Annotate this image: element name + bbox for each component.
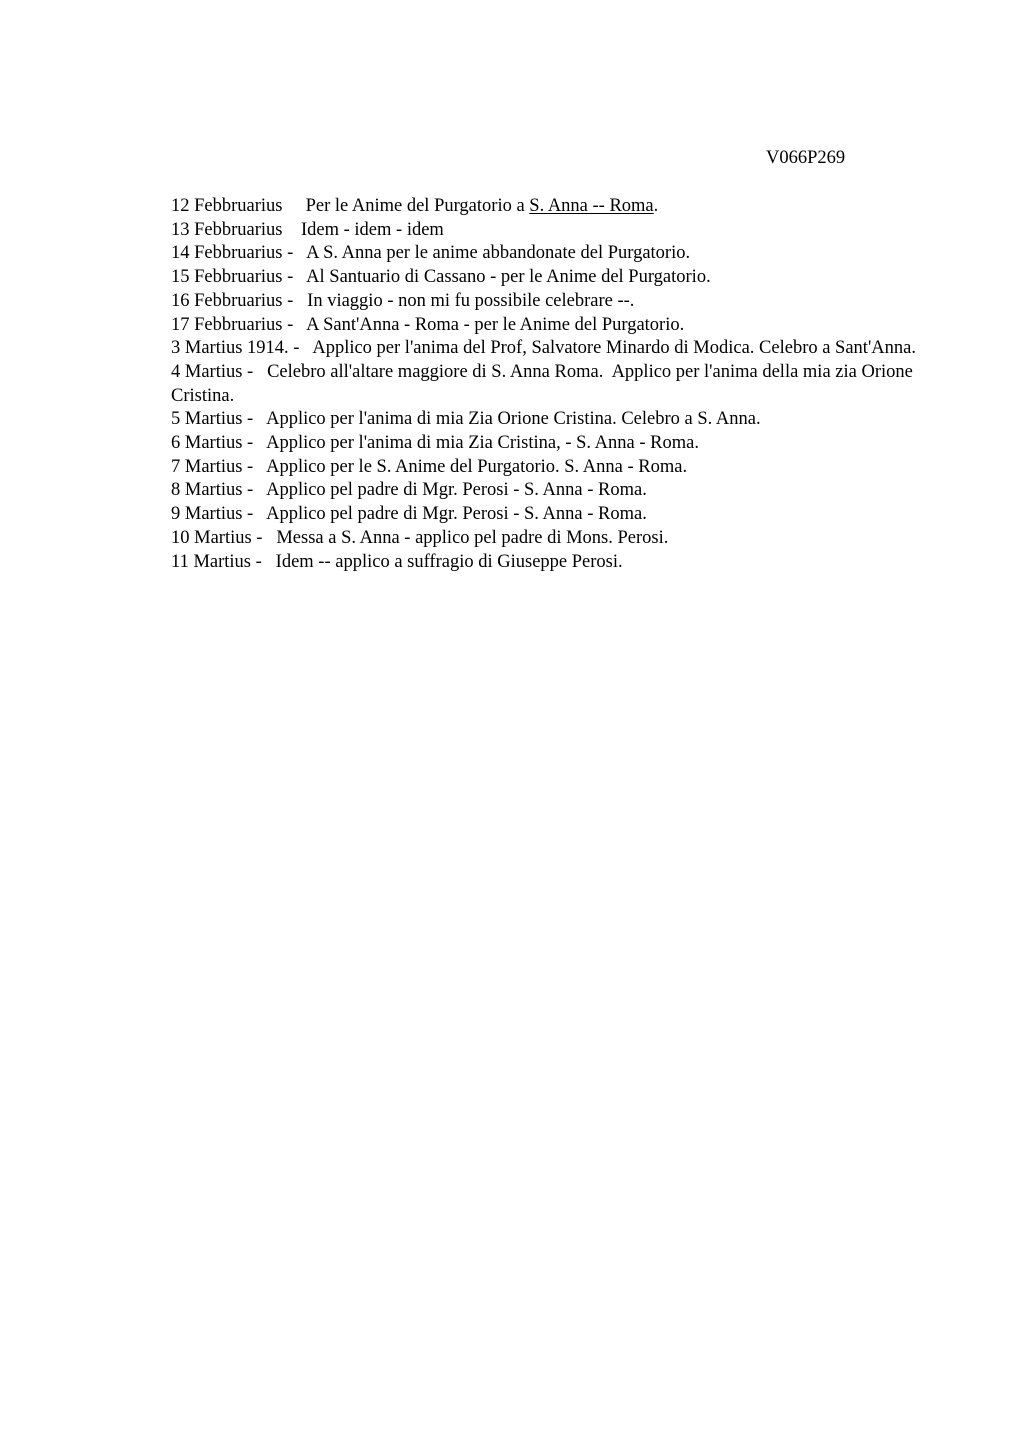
diary-entry (171, 479, 916, 503)
entry-text: A Sant'Anna - Roma - per le Anime del Purgatorio. (306, 314, 685, 335)
entry-text: Idem -- applico a suffragio di Giuseppe Perosi. (275, 551, 623, 572)
diary-entry (171, 314, 916, 338)
entry-text: In viaggio - non mi fu possibile celebrare --. (307, 290, 635, 311)
diary-entry (171, 266, 916, 290)
entry-text: Applico per le S. Anime del Purgatorio. S. Anna - Roma. (266, 456, 688, 477)
entry-text: Al Santuario di Cassano - per le Anime del Purgatorio. (306, 267, 711, 288)
diary-entry (171, 456, 916, 480)
entry-date: 4 Martius - (171, 361, 254, 382)
entry-text: A S. Anna per le anime abbandonate del Purgatorio. (306, 243, 691, 264)
diary-entry (171, 432, 916, 456)
entry-underlined-text: S. Anna -- Roma (529, 196, 654, 216)
entry-text: Applico pel padre di Mgr. Perosi - S. Anna - Roma. (266, 480, 647, 501)
page-identifier: V066P269 (766, 148, 846, 168)
entry-date: 9 Martius - (171, 504, 254, 525)
diary-entry (171, 503, 916, 527)
entry-text: Messa a S. Anna - applico pel padre di Mons. Perosi. (276, 527, 669, 548)
diary-entry (171, 527, 916, 551)
entry-date: 13 Febbruarius (171, 219, 283, 240)
entry-text: Idem - idem - idem (301, 219, 444, 240)
entry-text: Per le Anime del Purgatorio a (305, 196, 530, 216)
entry-date: 16 Febbruarius - (171, 290, 294, 311)
entry-date: 12 Febbruarius (171, 196, 283, 216)
entry-date: 6 Martius - (171, 433, 254, 454)
entry-text: Applico per l'anima del Prof, Salvatore Minardo di Modica. Celebro a Sant'Anna. (312, 338, 916, 359)
entry-text: Applico per l'anima di mia Zia Orione Cristina. Celebro a S. Anna. (266, 409, 761, 430)
entry-text-end: . (653, 196, 659, 216)
diary-entry (171, 290, 916, 314)
entry-date: 15 Febbruarius - (171, 267, 294, 288)
entry-date: 11 Martius - (171, 551, 262, 572)
entry-date: 17 Febbruarius - (171, 314, 294, 335)
diary-entry (171, 337, 916, 361)
diary-entry (171, 361, 916, 408)
diary-entry (171, 551, 916, 575)
entry-date: 14 Febbruarius - (171, 243, 294, 264)
diary-entry (171, 242, 916, 266)
entry-date: 7 Martius - (171, 456, 254, 477)
entry-date: 3 Martius 1914. - (171, 338, 300, 359)
entry-date: 5 Martius - (171, 409, 254, 430)
entry-date: 10 Martius - (171, 527, 263, 548)
diary-entry (171, 408, 916, 432)
entry-text: Applico pel padre di Mgr. Perosi - S. Anna - Roma. (266, 504, 647, 525)
entry-text: Celebro all'altare maggiore di S. Anna Roma. Applico per l'anima della mia zia Orione Cristina. (171, 361, 918, 406)
diary-entry (171, 195, 916, 219)
diary-entry (171, 219, 916, 243)
entry-date: 8 Martius - (171, 480, 254, 501)
diary-entries (171, 195, 916, 574)
entry-text: Applico per l'anima di mia Zia Cristina, - S. Anna - Roma. (266, 433, 699, 454)
